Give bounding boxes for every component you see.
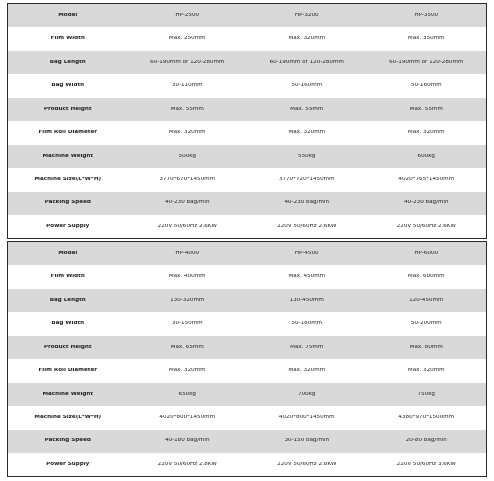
row-label: Packing Speed: [44, 200, 91, 206]
table-row: [8, 168, 486, 191]
table-row: [8, 430, 486, 453]
table-row: [8, 98, 486, 121]
table-cell: 4020*800*1450mm: [278, 414, 335, 420]
row-label: Bag Width: [51, 321, 85, 327]
row-label: Product Height: [43, 106, 92, 112]
table-cell: Max. 75mm: [290, 344, 324, 350]
spec-table-2: [7, 241, 487, 477]
table-row: [8, 242, 486, 265]
table-cell: Max. 450mm: [288, 274, 326, 280]
table-cell: 220V 50/60Hz 2.6KW: [396, 223, 456, 229]
table-cell: 130-450mm: [289, 297, 324, 303]
table-cell: HP-4500: [294, 250, 319, 256]
table-row: [8, 51, 486, 74]
table-cell: Max. 320mm: [407, 368, 445, 374]
table-cell: Max. 600mm: [407, 274, 445, 280]
table-cell: 220V 50/60Hz 3.6KW: [396, 461, 456, 467]
table-cell: 60-190mm or 120-280mm: [389, 59, 464, 65]
table-cell: 220V 50/60Hz 2.6KW: [277, 223, 337, 229]
table-cell: 220V 50/60Hz 2.6KW: [157, 223, 217, 229]
row-label: Machine Weight: [42, 153, 94, 159]
table-row: [8, 336, 486, 359]
table-cell: Max. 55mm: [170, 106, 204, 112]
row-label: Product Height: [43, 344, 92, 350]
table-row: [8, 383, 486, 406]
table-row: [8, 265, 486, 288]
table-row: [8, 4, 486, 27]
table-cell: 700kg: [298, 391, 316, 397]
table-cell: Max. 55mm: [290, 106, 324, 112]
table-cell: HP-3200: [294, 12, 319, 18]
table-cell: Max. 80mm: [409, 344, 443, 350]
table-cell: 50-200mm: [410, 321, 442, 327]
table-cell: HP-6000: [414, 250, 439, 256]
row-label: Machine Weight: [42, 391, 94, 397]
row-label: Film Roll Diameter: [38, 130, 98, 136]
table-cell: 4380*970*1500mm: [398, 414, 455, 420]
table-row: [8, 406, 486, 429]
table-cell: 60-190mm or 120-280mm: [269, 59, 344, 65]
row-label: Power Supply: [46, 223, 90, 229]
table-row: [8, 145, 486, 168]
table-cell: 220V 50/60Hz 2.8KW: [157, 461, 217, 467]
table-row: [8, 289, 486, 312]
row-label: Bag Length: [49, 297, 86, 303]
table-cell: 60-190mm or 120-280mm: [150, 59, 225, 65]
row-label: Film Roll Diameter: [38, 368, 98, 374]
row-label: Model: [58, 12, 78, 18]
table-cell: 40-180 bag/min: [164, 438, 210, 444]
table-row: [8, 453, 486, 476]
spec-table-1: [7, 3, 487, 239]
table-cell: Max. 320mm: [288, 130, 326, 136]
table-cell: 30-150mm: [171, 321, 203, 327]
table-cell: Max. 400mm: [168, 274, 206, 280]
table-cell: 650kg: [178, 391, 196, 397]
table-cell: Max. 320mm: [288, 368, 326, 374]
table-cell: 20-80 bag/min: [405, 438, 447, 444]
row-label: Machine Size(L*W*H): [34, 176, 102, 182]
table-cell: 500kg: [178, 153, 196, 159]
table-cell: Max. 350mm: [407, 36, 445, 42]
table-cell: 4020*765*1450mm: [398, 176, 455, 182]
table-row: [8, 74, 486, 97]
table-cell: Max. 320mm: [168, 130, 206, 136]
table-cell: 40-230 bag/min: [403, 200, 449, 206]
row-label: Packing Speed: [44, 438, 91, 444]
table-cell: 50-160mm: [291, 83, 323, 89]
table-cell: 30-150 bag/min: [284, 438, 330, 444]
table-cell: HP-2500: [175, 12, 200, 18]
table-row: [8, 27, 486, 50]
table-cell: 4020*800*1450mm: [159, 414, 216, 420]
table-cell: 600kg: [417, 153, 435, 159]
table-row: [8, 192, 486, 215]
table-cell: Max. 320mm: [407, 130, 445, 136]
table-cell: 50-180mm: [291, 321, 323, 327]
table-cell: HP-4000: [175, 250, 200, 256]
table-cell: 30-110mm: [171, 83, 203, 89]
table-row: [8, 359, 486, 382]
table-cell: Max. 320mm: [288, 36, 326, 42]
table-cell: 40-230 bag/min: [284, 200, 330, 206]
table-cell: 50-160mm: [410, 83, 442, 89]
row-label: Machine Size(L*W*H): [34, 414, 102, 420]
row-label: Bag Length: [49, 59, 86, 65]
table-cell: 750kg: [417, 391, 435, 397]
table-cell: 550kg: [298, 153, 316, 159]
table-cell: 130-320mm: [170, 297, 205, 303]
table-cell: Max. 320mm: [168, 368, 206, 374]
row-label: Film Width: [50, 274, 85, 280]
table-cell: 220V 50/60Hz 2.8KW: [277, 461, 337, 467]
row-label: Power Supply: [46, 461, 90, 467]
table-row: [8, 121, 486, 144]
row-label: Film Width: [50, 36, 85, 42]
table-cell: 40-230 bag/min: [164, 200, 210, 206]
table-cell: HP-3500: [414, 12, 439, 18]
table-row: [8, 312, 486, 335]
table-cell: Max. 65mm: [170, 344, 204, 350]
table-cell: 3770*720*1450mm: [278, 176, 335, 182]
table-cell: Max. 250mm: [168, 36, 206, 42]
table-cell: 120-450mm: [409, 297, 444, 303]
row-label: Bag Width: [51, 83, 85, 89]
table-cell: Max. 55mm: [409, 106, 443, 112]
row-label: Model: [58, 250, 78, 256]
table-cell: 3770*670*1450mm: [159, 176, 216, 182]
table-row: [8, 215, 486, 238]
